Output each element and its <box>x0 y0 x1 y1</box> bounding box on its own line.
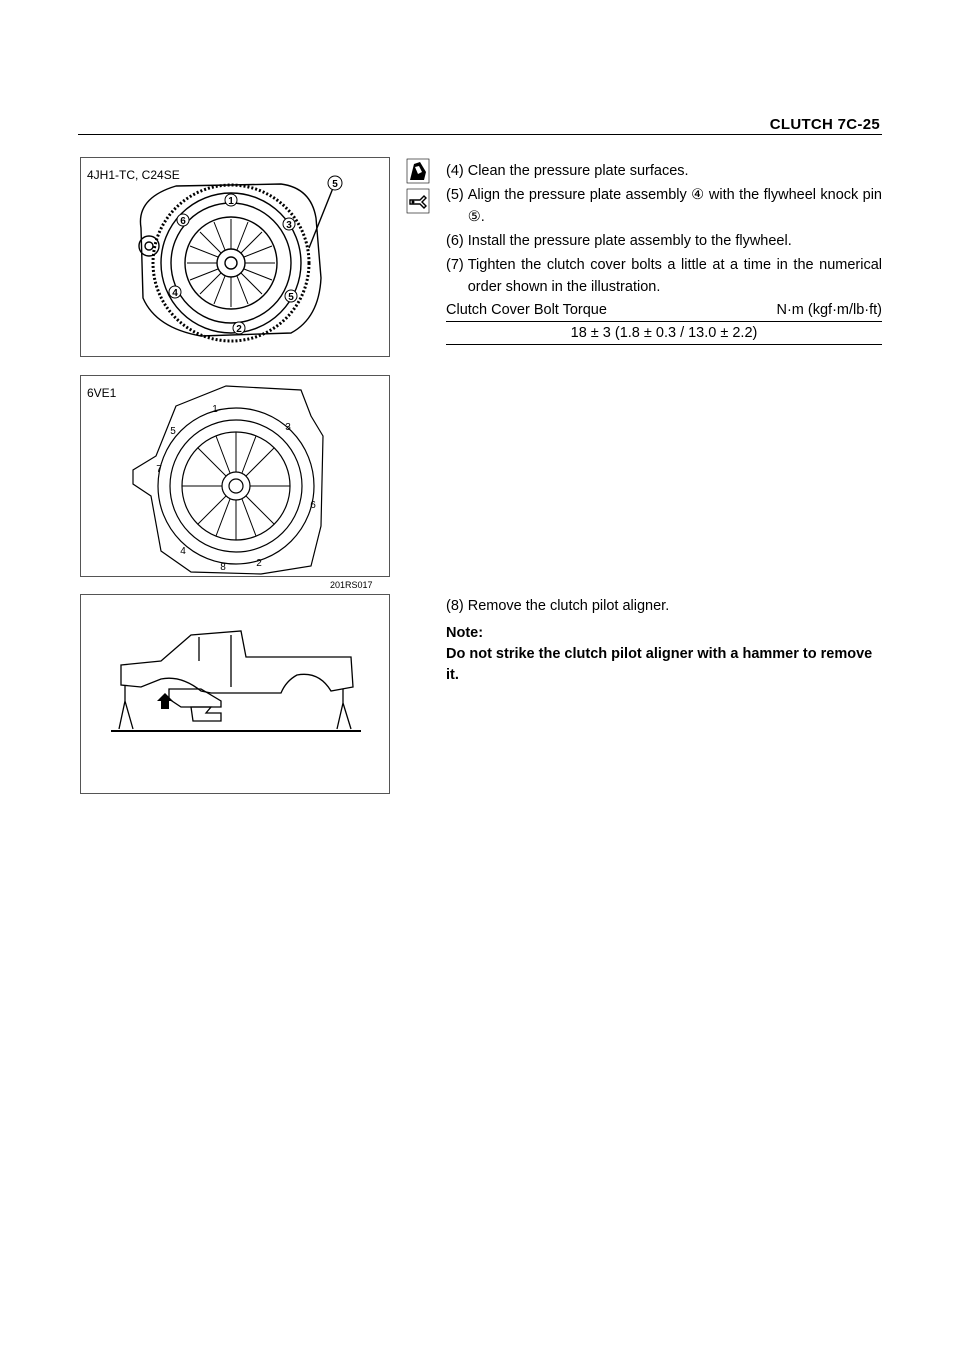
callout-7: 7 <box>156 464 162 475</box>
step-4: (4) Clean the pressure plate surfaces. <box>446 163 689 179</box>
callout-1: 1 <box>228 196 234 207</box>
procedure-steps <box>446 160 882 345</box>
figure-label: 6VE1 <box>87 386 117 400</box>
torque-value: 18 ± 3 (1.8 ± 0.3 / 13.0 ± 2.2) <box>446 322 882 345</box>
step-8: (8) Remove the clutch pilot aligner. <box>446 598 670 614</box>
callout-5: 5 <box>170 426 176 437</box>
figure-vehicle-on-stands <box>80 594 390 794</box>
procedure-steps-2 <box>446 596 882 686</box>
step-6: (6) Install the pressure plate assembly to the flywheel. <box>446 233 792 249</box>
torque-unit: N·m (kgf·m/lb·ft) <box>776 302 882 318</box>
flywheel-illustration <box>81 158 391 358</box>
callout-6: 6 <box>180 216 186 227</box>
note-heading: Note: <box>446 625 484 641</box>
align-icon <box>406 188 430 214</box>
vehicle-illustration <box>81 595 391 795</box>
figure-label: 4JH1-TC, C24SE <box>87 168 180 182</box>
callout-2: 2 <box>256 558 262 569</box>
callout-3: 3 <box>285 422 291 433</box>
arrow-icon <box>157 693 173 709</box>
callout-6: 6 <box>310 500 316 511</box>
torque-header <box>446 300 882 322</box>
step-7: (7) Tighten the clutch cover bolts a little at a time in the numerical order shown in the illustration. <box>446 257 882 295</box>
figure-flywheel-4jh1 <box>80 157 390 357</box>
note-text: Do not strike the clutch pilot aligner with a hammer to remove it. <box>446 646 873 683</box>
callout-4: 4 <box>180 546 186 557</box>
pressure-plate-illustration <box>81 376 391 578</box>
callout-knock-pin: 5 <box>332 179 338 190</box>
figure-code: 201RS017 <box>330 580 373 590</box>
callout-5: 5 <box>288 292 294 303</box>
callout-4: 4 <box>172 288 178 299</box>
page-title: CLUTCH 7C-25 <box>769 116 880 133</box>
callout-3: 3 <box>286 220 292 231</box>
callout-8: 8 <box>220 562 226 573</box>
callout-1: 1 <box>212 404 218 415</box>
figure-pressure-plate-6ve1 <box>80 375 390 577</box>
callout-2: 2 <box>236 324 242 335</box>
page-header <box>0 0 960 140</box>
torque-label: Clutch Cover Bolt Torque <box>446 302 607 318</box>
clean-icon <box>406 158 430 184</box>
header-rule <box>78 134 882 135</box>
step-5: (5) Align the pressure plate assembly ④ with the flywheel knock pin ⑤. <box>446 187 882 225</box>
